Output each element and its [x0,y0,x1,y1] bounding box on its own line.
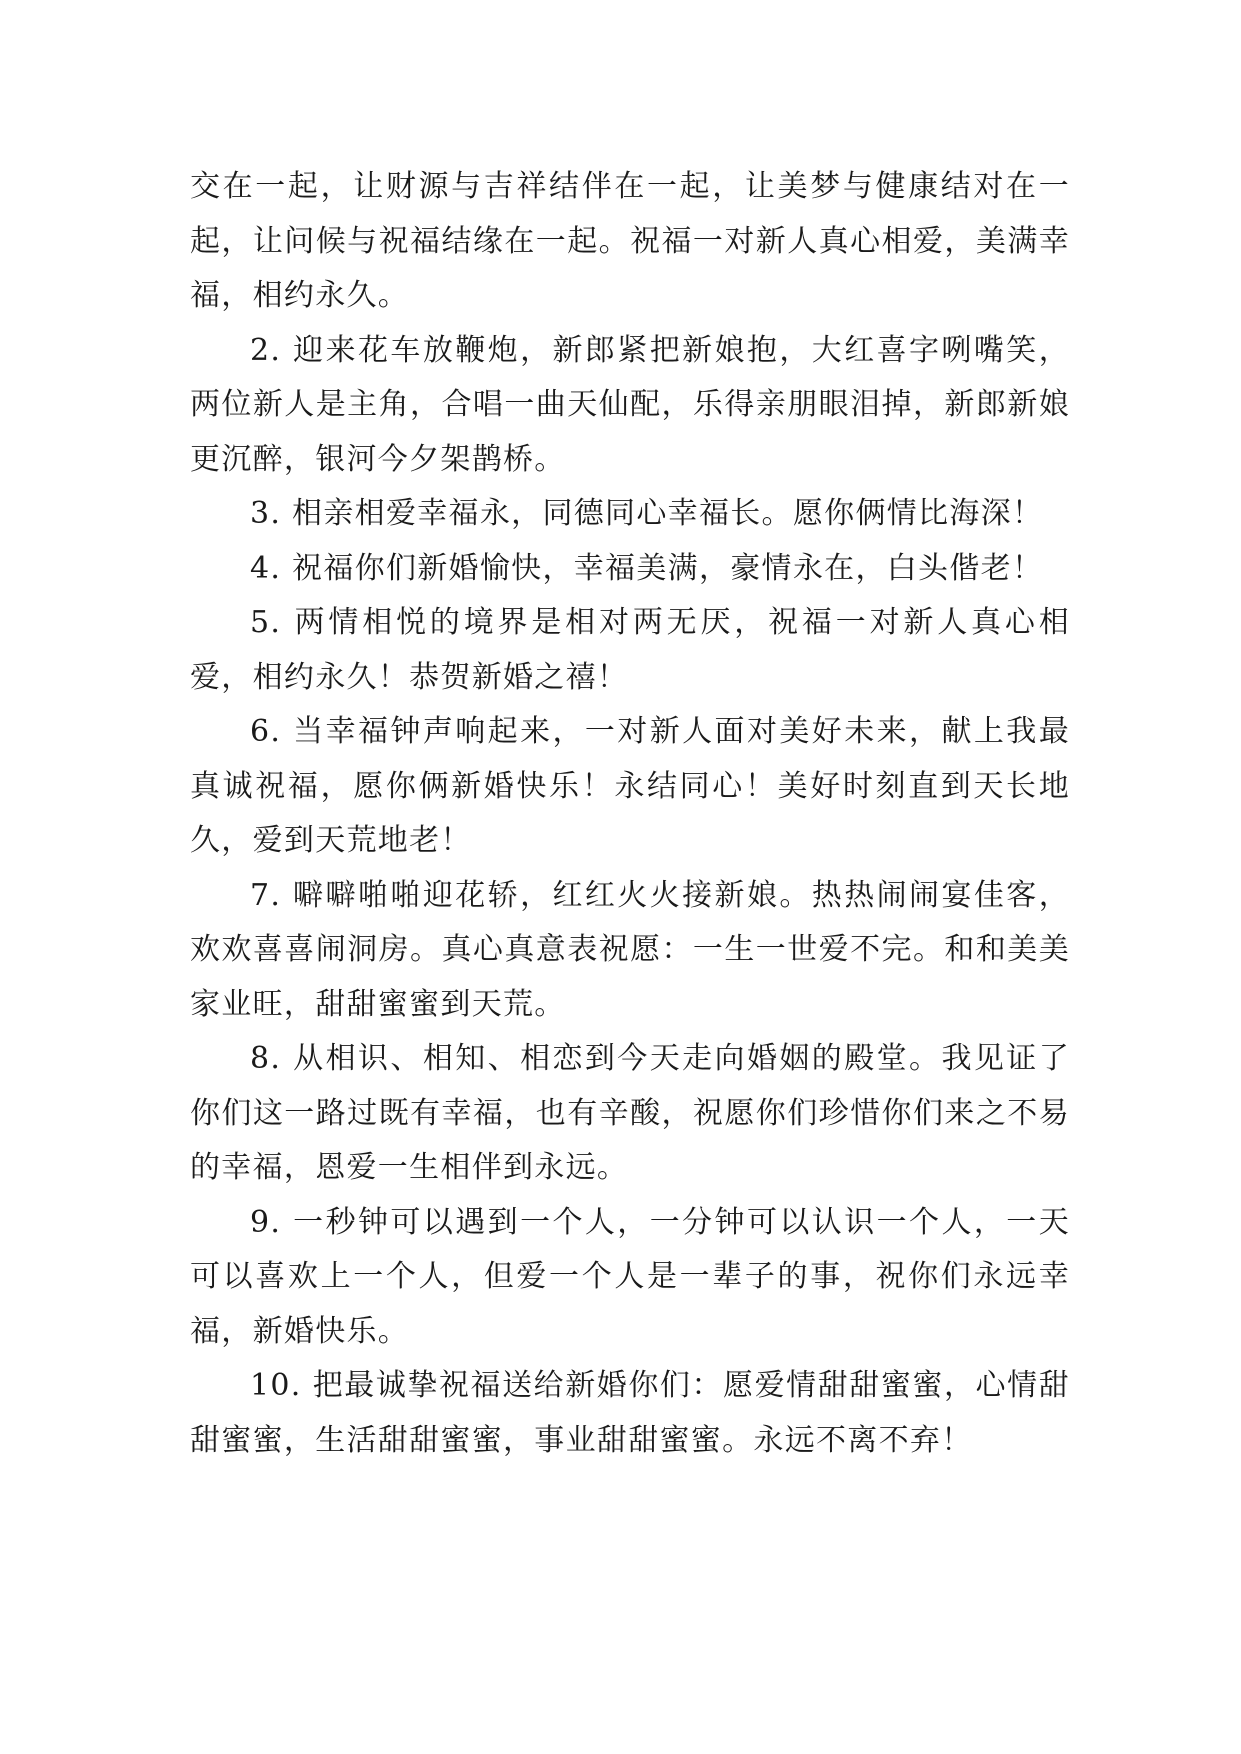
blessing-item-9: 9. 一秒钟可以遇到一个人，一分钟可以认识一个人，一天可以喜欢上一个人，但爱一个人是一辈子的事，祝你们永远幸福，新婚快乐。 [190,1204,1070,1349]
document-body [190,160,1070,1468]
paragraph-continuation: 交在一起，让财源与吉祥结伴在一起，让美梦与健康结对在一起，让问候与祝福结缘在一起。祝福一对新人真心相爱，美满幸福，相约永久。 [190,169,1070,313]
blessing-item-4: 4. 祝福你们新婚愉快，幸福美满，豪情永在，白头偕老！ [250,550,1044,586]
blessing-item-3: 3. 相亲相爱幸福永，同德同心幸福长。愿你俩情比海深！ [250,496,1044,531]
blessing-item-8: 8. 从相识、相知、相恋到今天走向婚姻的殿堂。我见证了你们这一路过既有幸福，也有辛酸，祝愿你们珍惜你们来之不易的幸福，恩爱一生相伴到永远。 [190,1041,1070,1185]
blessing-item-10: 10. 把最诚挚祝福送给新婚你们：愿爱情甜甜蜜蜜，心情甜甜蜜蜜，生活甜甜蜜蜜，事业甜甜蜜蜜。永远不离不弃！ [190,1368,1070,1458]
blessing-item-6: 6. 当幸福钟声响起来，一对新人面对美好未来，献上我最真诚祝福，愿你俩新婚快乐！永结同心！美好时刻直到天长地久，爱到天荒地老！ [190,714,1070,858]
blessing-item-5: 5. 两情相悦的境界是相对两无厌，祝福一对新人真心相爱，相约永久！恭贺新婚之禧！ [190,605,1070,695]
blessing-item-7: 7. 噼噼啪啪迎花轿，红红火火接新娘。热热闹闹宴佳客，欢欢喜喜闹洞房。真心真意表祝愿：一生一世爱不完。和和美美家业旺，甜甜蜜蜜到天荒。 [190,877,1070,1022]
blessing-item-2: 2. 迎来花车放鞭炮，新郎紧把新娘抱，大红喜字咧嘴笑，两位新人是主角，合唱一曲天仙配，乐得亲朋眼泪掉，新郎新娘更沉醉，银河今夕架鹊桥。 [190,332,1070,477]
